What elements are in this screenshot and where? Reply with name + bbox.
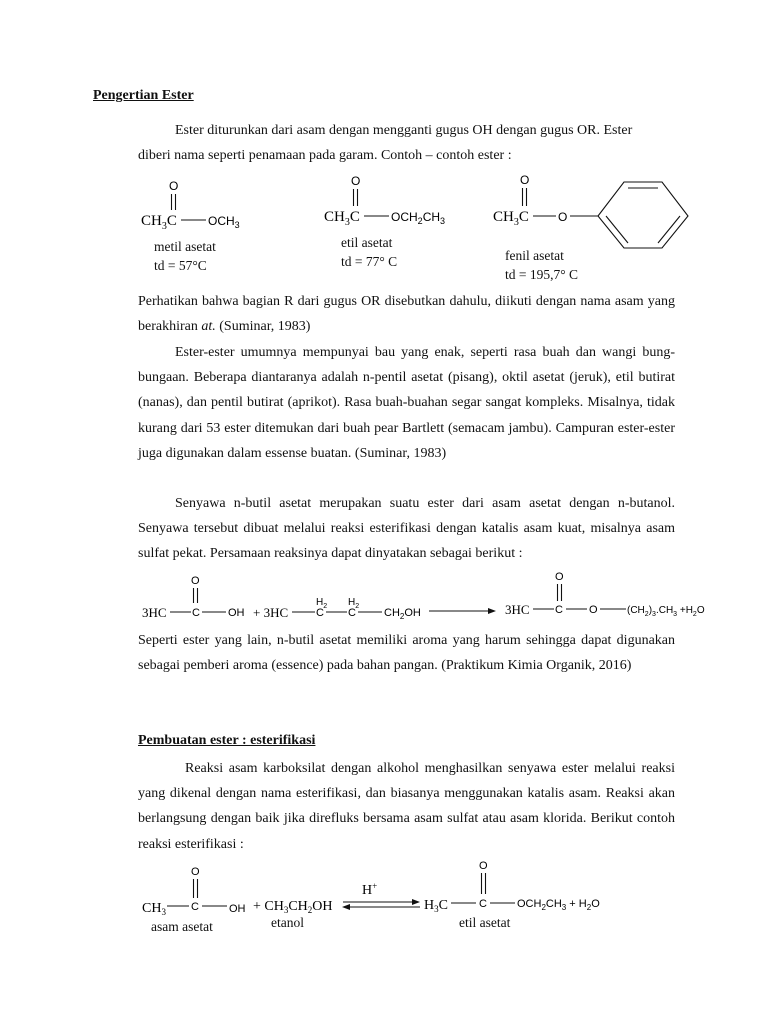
name-metil-asetat: metil asetat <box>154 239 216 254</box>
esterifikasi-text: Reaksi asam karboksilat dengan alkohol menghasilkan senyawa ester melalui reaksi yang dikenal dengan nama esterifikasi, dan biasanya menggunakan katalis asam. Reaksi akan berlangsung dengan baik jika direfluks bersama asam sulfat atau asam klorida. Berikut contoh reaksi esterifikasi : <box>138 761 675 852</box>
svg-text:(CH2)3.CH3 +H2O: $(CH_2)_3.CH_3 +H_2O$ <box>627 605 705 618</box>
svg-text:CH3C: $CH_3C$ <box>141 213 177 232</box>
svg-text:3HC: 3HC <box>505 602 530 617</box>
equilibrium-arrows <box>342 899 420 910</box>
svg-text:H2: $H_2$ <box>348 597 360 610</box>
catalyst-label: H+ <box>362 881 378 898</box>
svg-text:C: C <box>192 607 200 619</box>
svg-text:C: C <box>348 607 356 619</box>
svg-text:OH: OH <box>229 903 246 915</box>
svg-text:H2: $H_2$ <box>316 597 328 610</box>
svg-text:O: O <box>555 571 564 583</box>
butil-asetat-text: Senyawa n-butil asetat merupakan suatu ester dari asam asetat dengan n-butanol. Senyawa tersebut dibuat melalui reaksi esterifikasi dengan katalis asam kuat, misalnya asam sulfat pekat. Persamaan reaksinya dapat dinyatakan sebagai berikut : <box>138 496 675 562</box>
bp-fenil-asetat: td = 195,7° C <box>505 267 579 282</box>
bp-metil-asetat: td = 57°C <box>154 258 207 273</box>
heading-pengertian-ester: Pengertian Ester <box>93 88 194 103</box>
r-group-italic: at. <box>201 319 216 335</box>
product-etil-asetat <box>424 860 600 914</box>
svg-text:CH2OH: $CH_2OH$ <box>384 607 421 621</box>
ethanol-formula: + $CH_3CH_2OH$ <box>253 899 333 915</box>
label-etanol: etanol <box>271 915 304 930</box>
svg-text:O: O <box>589 604 598 616</box>
svg-text:O: O <box>169 179 179 193</box>
r-group-text: Perhatikan bahwa bagian R dari gugus OR disebutkan dahulu, diikuti dengan nama asam yang berakhiran <box>138 294 675 335</box>
reactant-asam-asetat <box>142 866 246 917</box>
heading-pembuatan-ester: Pembuatan ester : esterifikasi <box>138 733 316 748</box>
label-etil-asetat: etil asetat <box>459 915 511 930</box>
svg-text:CH3C: $CH_3C$ <box>493 209 529 228</box>
svg-text:O: O <box>479 860 488 872</box>
bp-etil-asetat: td = 77° C <box>341 254 398 269</box>
svg-text:CH3C: $CH_3C$ <box>324 209 360 228</box>
intro-line-1: Ester diturunkan dari asam dengan mengganti gugus OH dengan gugus OR. Ester <box>175 123 633 138</box>
svg-text:O: O <box>191 866 200 878</box>
svg-text:OCH2CH3 + H2O: $OCH_2CH_3 + H_2O$ <box>517 898 600 912</box>
svg-text:C: C <box>479 898 487 910</box>
essence-text: Seperti ester yang lain, n-butil asetat memiliki aroma yang harum sehingga dapat digunakan sebagai pemberi aroma (essence) pada bahan pangan. (Praktikum Kimia Organik, 2016) <box>138 633 675 674</box>
svg-text:C: C <box>191 901 199 913</box>
svg-text:O: O <box>520 173 530 187</box>
svg-text:CH3: $CH_3$ <box>142 901 166 917</box>
svg-text:C: C <box>555 604 563 616</box>
svg-text:O: O <box>191 575 200 587</box>
svg-text:OCH3: $OCH_3$ <box>208 214 240 230</box>
aroma-text: Ester-ester umumnya mempunyai bau yang enak, seperti rasa buah dan wangi bung-bungaan. Beberapa diantaranya adalah n-pentil asetat (pisang), oktil asetat (jeruk), etil butirat (nanas), dan pentil butirat (aprikot). Rasa buah-buahan segar sangat kompleks. Misalnya, tidak kurang dari 53 ester ditemukan dari buah pear Bartlett (semacam jambu). Campuran ester-ester juga digunakan dalam essense buatan. (Suminar, 1983) <box>138 345 675 461</box>
svg-text:OH: OH <box>228 607 245 619</box>
name-fenil-asetat: fenil asetat <box>505 248 564 263</box>
intro-line-2: diberi nama seperti penamaan pada garam. Contoh – contoh ester : <box>138 148 512 164</box>
svg-text:H3C: $H_3C$ <box>424 898 448 914</box>
svg-text:C: C <box>316 607 324 619</box>
plus-sign-1: + 3HC <box>253 605 289 620</box>
label-asam-asetat: asam asetat <box>151 919 213 934</box>
svg-text:OCH2CH3: $OCH_2CH_3$ <box>391 210 446 226</box>
name-etil-asetat: etil asetat <box>341 235 393 250</box>
svg-text:O: O <box>558 210 568 224</box>
svg-text:O: O <box>351 174 361 188</box>
svg-text:3HC: 3HC <box>142 605 167 620</box>
r-group-citation: (Suminar, 1983) <box>219 319 311 335</box>
